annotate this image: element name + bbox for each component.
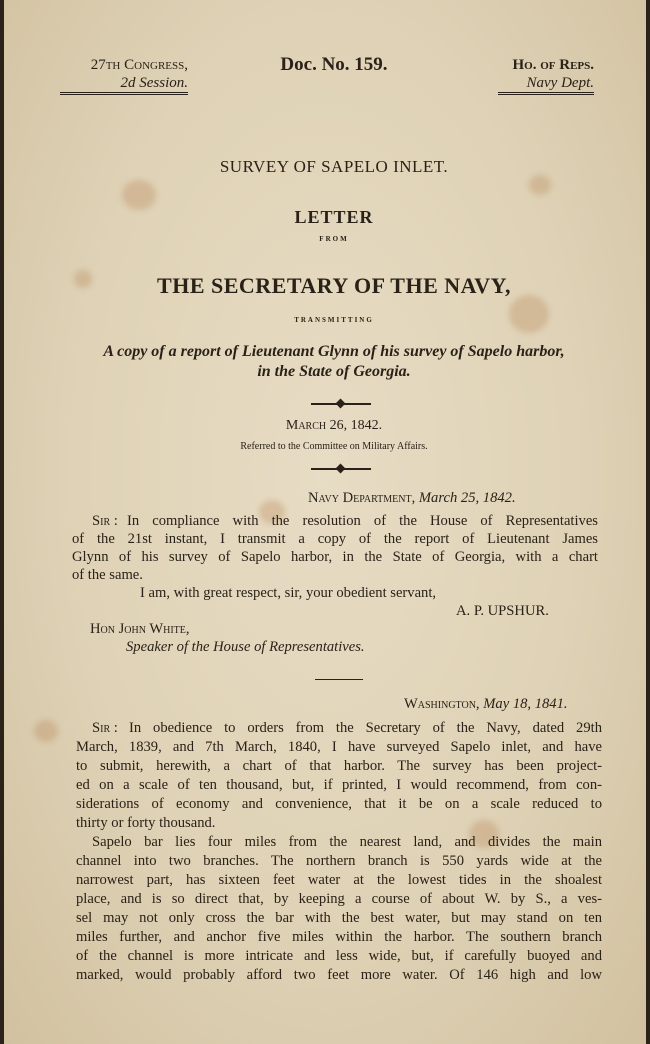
letter2-line: place, and is so direct that, by keeping a course of about W. by S., a ves- [76, 891, 602, 907]
letter1-line: of the same. [72, 567, 143, 583]
letter2-line: Sapelo bar lies four miles from the nearest land, and divides the main [92, 834, 602, 850]
letter2-line: sel may not only cross the bar with the best water, but may stand on ten [76, 910, 602, 926]
letter2-line: narrowest part, has sixteen feet water at the lowest tides in the shoalest [76, 872, 602, 888]
transmitting-label: TRANSMITTING [294, 316, 374, 324]
letter1-line: Glynn of his survey of Sapelo harbor, in the State of Georgia, with a chart [72, 549, 598, 565]
letter2-line: In obedience to orders from the Secretary of the Navy, dated 29th [129, 720, 602, 736]
document-page [4, 0, 646, 1044]
ornament-divider [311, 398, 371, 408]
salutation: Sir : [92, 720, 118, 736]
letter2-line: to submit, herewith, a chart of that harbor. The survey has been project- [76, 758, 602, 774]
house-department-block [498, 56, 594, 95]
salutation: Sir : [92, 513, 118, 529]
dateline-place: Navy Department, [308, 490, 416, 506]
letter1-line: of the 21st instant, I transmit a copy of the report of Lieutenant James [72, 531, 598, 547]
subtitle-line: A copy of a report of Lieutenant Glynn of his survey of Sapelo harbor, [103, 343, 565, 360]
subtitle-line: in the State of Georgia. [257, 363, 411, 380]
session-label: 2d Session. [120, 75, 188, 91]
letter2-line: ed on a scale of ten thousand, but, if printed, I would recommend, from con- [76, 777, 602, 793]
dateline-date: March 25, 1842. [418, 490, 516, 506]
foxing-stain [122, 180, 156, 210]
ornament-divider [311, 463, 371, 473]
addressee-title: Speaker of the House of Representatives. [126, 639, 365, 655]
from-label: FROM [319, 235, 349, 243]
doc-number: Doc. No. 159. [280, 54, 388, 75]
signature: A. P. UPSHUR. [456, 603, 549, 619]
letter2-line: siderations of economy and convenience, that it be on a scale reduced to [76, 796, 602, 812]
foxing-stain [34, 720, 58, 742]
subtitle [24, 342, 644, 382]
secretary-heading: THE SECRETARY OF THE NAVY, [157, 273, 511, 298]
letter1-line: In compliance with the resolution of the House of Representatives [127, 513, 598, 529]
letter2-line: thirty or forty thousand. [76, 815, 216, 831]
letter2-line: of the channel is more intricate and less wide, but, if carefully buoyed and [76, 948, 602, 964]
foxing-stain [529, 175, 551, 195]
letter1-dateline [308, 490, 516, 507]
date: March 26, 1842. [285, 418, 383, 433]
section-rule [315, 679, 363, 680]
addressee-name: Hon John White, [90, 621, 190, 637]
foxing-stain [509, 295, 549, 333]
letter-heading: LETTER [294, 207, 374, 227]
congress-session-block [60, 56, 188, 95]
letter2-line: March, 1839, and 7th March, 1840, I have surveyed Sapelo inlet, and have [76, 739, 602, 755]
letter2-line: marked, would probably afford two feet more water. Of 146 high and low [76, 967, 602, 983]
referred-note: Referred to the Committee on Military Affairs. [240, 441, 428, 452]
dateline-date: May 18, 1841. [483, 696, 568, 712]
department-label: Navy Dept. [526, 75, 594, 91]
letter2-dateline [404, 696, 568, 713]
house-label: Ho. of Reps. [512, 57, 594, 73]
letter1-closing: I am, with great respect, sir, your obedient servant, [140, 585, 437, 601]
letter2-line: channel into two branches. The northern branch is 550 yards wide at the [76, 853, 602, 869]
congress-label: 27th Congress, [90, 57, 188, 73]
dateline-place: Washington, [404, 696, 480, 712]
survey-title: SURVEY OF SAPELO INLET. [219, 157, 449, 176]
letter2-line: miles further, and anchor five miles within the harbor. The southern branch [76, 929, 602, 945]
